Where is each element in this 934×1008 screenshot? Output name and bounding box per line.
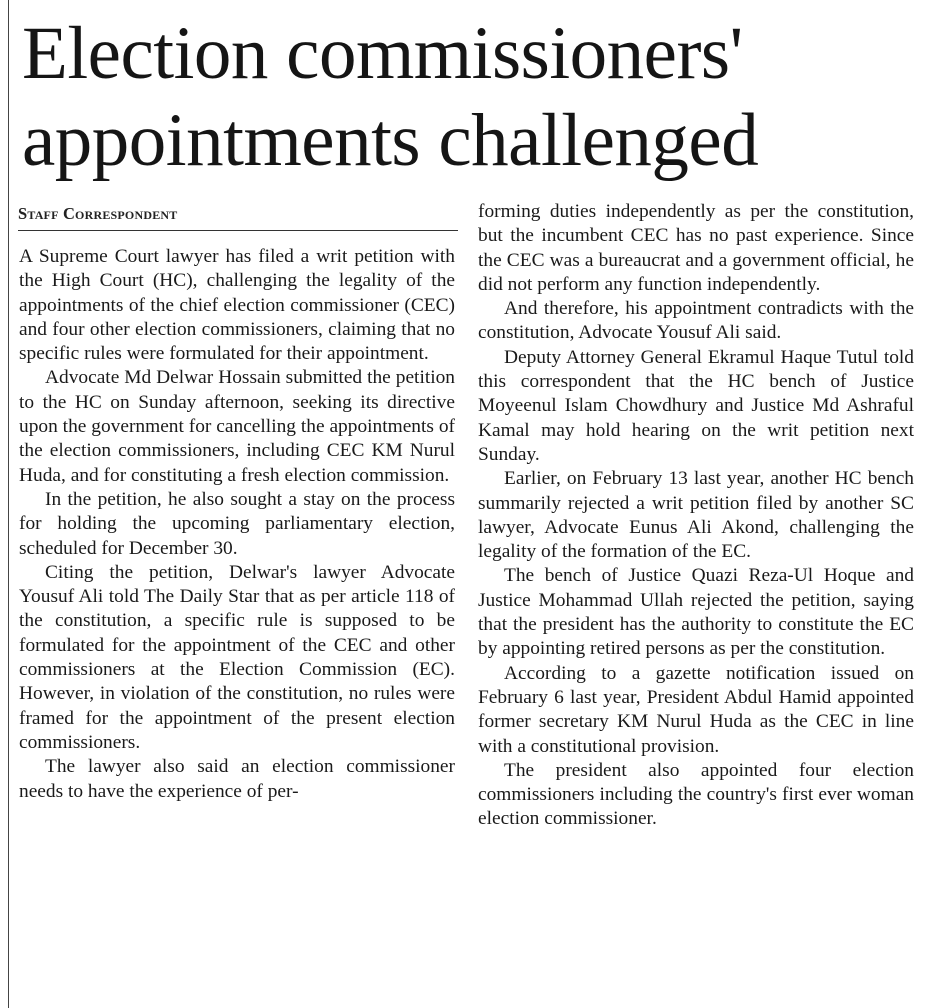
- paragraph: forming duties independently as per the constitution, but the incumbent CEC has no past experience. Since the CEC was a bureaucrat and a government official, he did not perform any function independently.: [478, 201, 914, 295]
- byline: Staff Correspondent: [18, 204, 178, 223]
- paragraph: Advocate Md Delwar Hossain submitted the petition to the HC on Sunday afternoon, seeking its directive upon the government for cancelling the appointments of the election commissioners, including CEC KM Nurul Huda, and for constituting a fresh election commission.: [19, 367, 455, 486]
- article-column-right: [478, 200, 914, 1006]
- headline: Election commissioners' appointments challenged: [22, 12, 759, 182]
- byline-rule: [18, 230, 458, 231]
- paragraph: Deputy Attorney General Ekramul Haque Tutul told this correspondent that the HC bench of Justice Moyeenul Islam Chowdhury and Justice Md Ashraful Kamal may hold hearing on the writ petition next Sunday.: [478, 346, 914, 465]
- paragraph: In the petition, he also sought a stay on the process for holding the upcoming parliamentary election, scheduled for December 30.: [19, 488, 455, 559]
- column-rule: [8, 0, 9, 1008]
- paragraph: A Supreme Court lawyer has filed a writ petition with the High Court (HC), challenging the legality of the appointments of the chief election commissioner (CEC) and four other election commissioners, claiming that no specific rules were formulated for their appointment.: [19, 246, 455, 365]
- article-column-left: [19, 245, 455, 1007]
- paragraph: Citing the petition, Delwar's lawyer Advocate Yousuf Ali told The Daily Star that as per article 118 of the constitution, a specific rule is supposed to be formulated for the appointment of the CEC and other commissioners at the Election Commission (EC). However, in violation of the constitution, no rules were framed for the appointment of the present election commissioners.: [19, 561, 455, 753]
- paragraph: According to a gazette notification issued on February 6 last year, President Abdul Hamid appointed former secretary KM Nurul Huda as the CEC in line with a constitutional provision.: [478, 662, 914, 757]
- paragraph: The bench of Justice Quazi Reza-Ul Hoque and Justice Mohammad Ullah rejected the petition, saying that the president has the authority to constitute the EC by appointing retired persons as per the constitution.: [478, 565, 914, 660]
- paragraph: And therefore, his appointment contradicts with the constitution, Advocate Yousuf Ali said.: [478, 298, 914, 344]
- paragraph: The president also appointed four election commissioners including the country's first ever woman election commissioner.: [478, 759, 914, 830]
- paragraph: Earlier, on February 13 last year, another HC bench summarily rejected a writ petition filed by another SC lawyer, Advocate Eunus Ali Akond, challenging the legality of the formation of the EC.: [478, 468, 914, 563]
- paragraph: The lawyer also said an election commissioner needs to have the experience of per-: [19, 756, 455, 802]
